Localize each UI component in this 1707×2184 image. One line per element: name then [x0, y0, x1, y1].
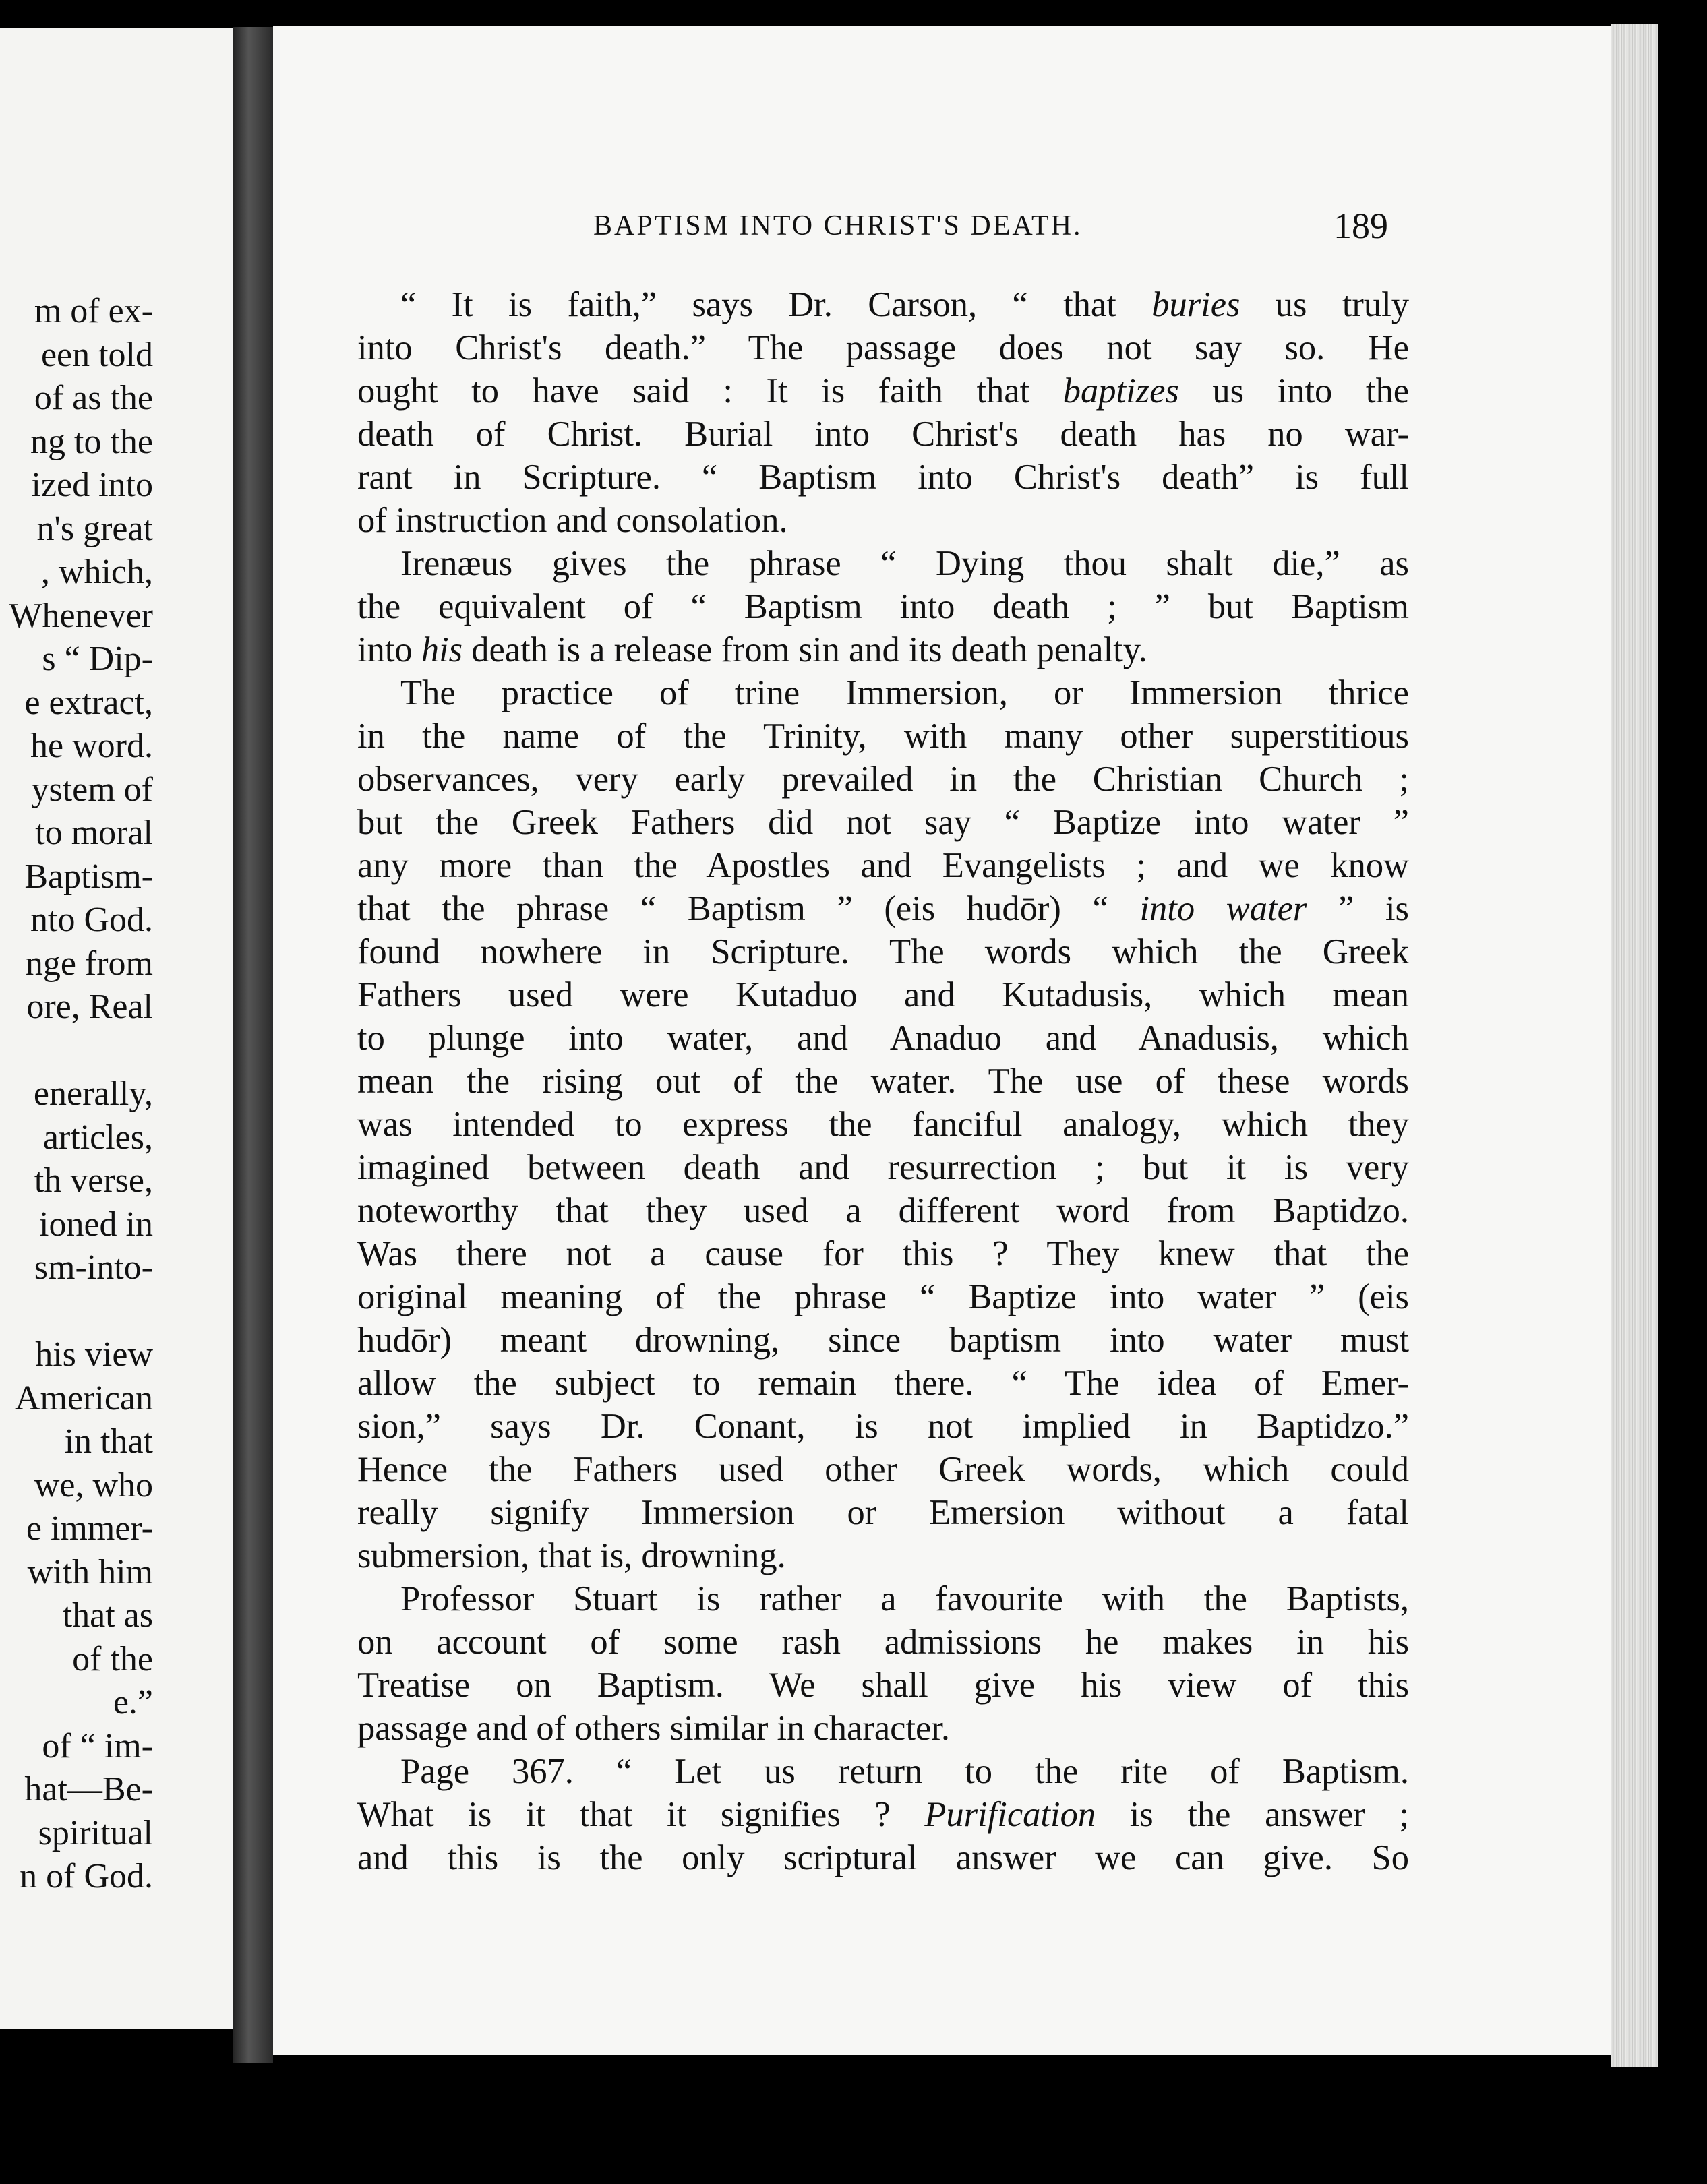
facing-page-line: e immer-	[26, 1509, 153, 1548]
page-header	[593, 202, 1402, 249]
text-line-segment: Was there not a cause for this ? They knew that the	[357, 1234, 1409, 1273]
text-line-segment: noteworthy that they used a different word from Baptidzo.	[357, 1191, 1409, 1230]
facing-page-line: that as	[62, 1596, 153, 1635]
book-gutter	[233, 27, 273, 2063]
text-line	[357, 1405, 1409, 1448]
text-line	[357, 369, 1409, 413]
text-line	[357, 456, 1409, 499]
text-line-segment: but the Greek Fathers did not say “ Baptize into water ”	[357, 803, 1409, 842]
text-line-segment: ought to have said : It is faith that	[357, 371, 1063, 411]
text-line-segment: Professor Stuart is rather a favourite with the Baptists,	[400, 1579, 1409, 1618]
text-line-segment: in the name of the Trinity, with many other superstitious	[357, 717, 1409, 756]
facing-page-line: ioned in	[39, 1205, 153, 1244]
facing-page-line: th verse,	[34, 1161, 153, 1200]
text-line	[357, 930, 1409, 973]
facing-page-line: ized into	[31, 466, 153, 504]
text-line-segment: death of Christ. Burial into Christ's death has no war-	[357, 415, 1409, 454]
facing-page-line: of as the	[34, 379, 153, 417]
facing-page-line: his view	[35, 1335, 153, 1374]
page-edges	[1611, 24, 1658, 2067]
text-line	[357, 1275, 1409, 1318]
text-line	[357, 1318, 1409, 1362]
facing-page-line: of “ im-	[42, 1726, 153, 1765]
page-number: 189	[1334, 206, 1388, 246]
facing-page-line: to moral	[35, 814, 153, 852]
facing-page-line: we, who	[34, 1465, 153, 1505]
text-line-segment: was intended to express the fanciful analogy, which they	[357, 1105, 1409, 1144]
facing-page-line: Whenever	[9, 596, 153, 635]
facing-page-line: e.”	[113, 1683, 153, 1722]
text-line-segment: death is a release from sin and its death penalty.	[462, 630, 1147, 669]
facing-page-line: American	[14, 1378, 153, 1418]
text-line	[357, 413, 1409, 456]
facing-page-line: m of ex-	[34, 292, 153, 330]
text-line	[357, 1793, 1409, 1836]
text-line	[357, 1060, 1409, 1103]
body-text	[357, 283, 1409, 1879]
facing-page-line: ystem of	[31, 770, 153, 809]
text-line-segment: Treatise on Baptism. We shall give his view of this	[357, 1666, 1409, 1705]
text-line	[357, 1189, 1409, 1232]
text-line	[357, 1448, 1409, 1491]
text-line-segment: on account of some rash admissions he makes in his	[357, 1622, 1409, 1662]
facing-page-line: hat—Be-	[24, 1770, 153, 1809]
text-line-segment: into Christ's death.” The passage does not say so. He	[357, 328, 1409, 367]
text-line	[357, 1362, 1409, 1405]
text-line-segment: into	[357, 630, 421, 669]
text-line	[357, 973, 1409, 1017]
text-line	[357, 585, 1409, 628]
facing-page-line: enerally,	[33, 1074, 153, 1113]
text-line-segment: hudōr) meant drowning, since baptism into water must	[357, 1321, 1409, 1360]
italic-term: baptizes	[1062, 371, 1179, 411]
text-line	[357, 1577, 1409, 1620]
facing-page-line: spiritual	[38, 1813, 153, 1852]
text-line-segment: “ It is faith,” says Dr. Carson, “ that	[400, 285, 1152, 324]
facing-page-line: Baptism-	[24, 857, 153, 896]
text-line	[357, 1146, 1409, 1189]
text-line-segment: Page 367. “ Let us return to the rite of Baptism.	[400, 1752, 1409, 1791]
text-line	[357, 1103, 1409, 1146]
text-line-segment: us into the	[1178, 371, 1409, 411]
text-line-segment: Hence the Fathers used other Greek words, which could	[357, 1450, 1409, 1489]
text-line	[357, 715, 1409, 758]
text-line	[357, 542, 1409, 585]
facing-page-line: of the	[72, 1639, 153, 1678]
facing-page-line: articles,	[42, 1118, 153, 1157]
facing-page-line: s “ Dip-	[42, 640, 153, 678]
text-line-segment: imagined between death and resurrection ; but it is very	[357, 1148, 1409, 1187]
facing-page-line: with him	[27, 1552, 153, 1591]
text-line-segment: of instruction and consolation.	[357, 501, 788, 540]
text-line-segment: Fathers used were Kutaduo and Kutadusis, which mean	[357, 975, 1409, 1014]
facing-page-line: he word.	[30, 727, 153, 765]
facing-page-line: n's great	[36, 509, 153, 548]
text-line-segment: us truly	[1240, 285, 1409, 324]
text-line-segment: The practice of trine Immersion, or Immersion thrice	[400, 673, 1409, 712]
text-line-segment: really signify Immersion or Emersion without a fatal	[357, 1493, 1409, 1532]
running-head: BAPTISM INTO CHRIST'S DEATH.	[593, 210, 1083, 241]
text-line-segment: original meaning of the phrase “ Baptize into water ” (eis	[357, 1277, 1409, 1316]
facing-page-line: nge from	[25, 944, 153, 983]
text-line	[357, 1836, 1409, 1879]
text-line	[357, 1534, 1409, 1577]
italic-term: buries	[1151, 285, 1240, 324]
facing-page-line: ore, Real	[26, 988, 153, 1026]
text-line-segment: any more than the Apostles and Evangelists ; and we know	[357, 846, 1409, 885]
text-line	[357, 283, 1409, 326]
text-line	[357, 1750, 1409, 1793]
text-line-segment: that the phrase “ Baptism ” (eis hudōr) “	[357, 889, 1140, 928]
facing-page-line: in that	[64, 1422, 153, 1461]
text-line-segment: observances, very early prevailed in the Christian Church ;	[357, 760, 1409, 799]
text-line	[357, 1232, 1409, 1275]
text-line	[357, 1620, 1409, 1664]
text-line-segment: ” is	[1307, 889, 1409, 928]
text-line-segment: is the answer ;	[1096, 1795, 1409, 1834]
facing-page-line: sm-into-	[34, 1248, 153, 1287]
text-line-segment: found nowhere in Scripture. The words which the Greek	[357, 932, 1409, 971]
facing-page-line: een told	[40, 335, 153, 374]
italic-term: into water	[1139, 889, 1307, 928]
text-line	[357, 628, 1409, 671]
text-line	[357, 758, 1409, 801]
text-line-segment: to plunge into water, and Anaduo and Anadusis, which	[357, 1019, 1409, 1058]
text-line-segment: passage and of others similar in character.	[357, 1709, 951, 1748]
italic-term: Purification	[924, 1795, 1096, 1834]
text-line-segment: the equivalent of “ Baptism into death ; ” but Baptism	[357, 587, 1409, 626]
facing-page	[0, 28, 233, 2029]
text-line-segment: and this is the only scriptural answer we can give. So	[357, 1838, 1409, 1877]
text-line-segment: submersion, that is, drowning.	[357, 1536, 786, 1575]
text-line-segment: rant in Scripture. “ Baptism into Christ's death” is full	[357, 458, 1409, 497]
text-line-segment: What is it that it signifies ?	[357, 1795, 925, 1834]
text-line-segment: sion,” says Dr. Conant, is not implied in Baptidzo.”	[357, 1407, 1409, 1446]
text-line-segment: Irenæus gives the phrase “ Dying thou shalt die,” as	[400, 544, 1409, 583]
text-line	[357, 671, 1409, 715]
text-line	[357, 887, 1409, 930]
text-line	[357, 1707, 1409, 1750]
text-line	[357, 844, 1409, 887]
text-line-segment: allow the subject to remain there. “ The idea of Emer-	[357, 1364, 1409, 1403]
text-line	[357, 1017, 1409, 1060]
italic-term: his	[421, 630, 463, 669]
text-line	[357, 499, 1409, 542]
text-line	[357, 801, 1409, 844]
text-line	[357, 326, 1409, 369]
facing-page-line: nto God.	[30, 901, 153, 939]
text-line-segment: mean the rising out of the water. The use of these words	[357, 1062, 1409, 1101]
facing-page-line: e extract,	[24, 683, 153, 722]
text-line	[357, 1664, 1409, 1707]
facing-page-line: , which,	[40, 553, 153, 591]
text-line	[357, 1491, 1409, 1534]
facing-page-line: n of God.	[20, 1857, 153, 1895]
facing-page-line: ng to the	[30, 422, 153, 461]
